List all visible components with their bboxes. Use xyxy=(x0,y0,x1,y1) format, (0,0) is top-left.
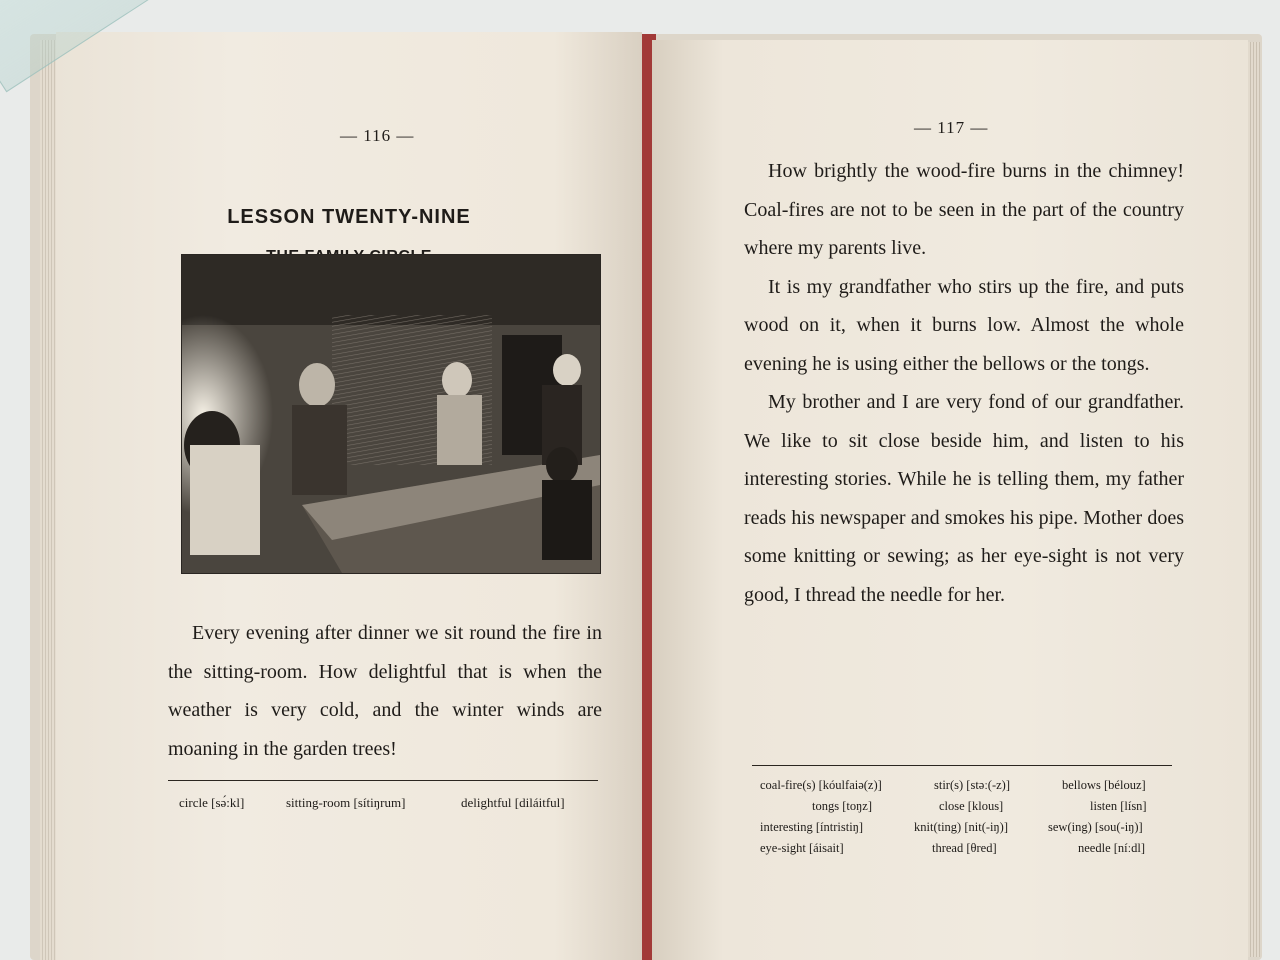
page-edges-right xyxy=(1248,42,1260,957)
glossary-item: knit(ting) [nit(-iŋ)] xyxy=(914,820,1009,834)
glossary xyxy=(752,775,1172,859)
glossary-item: stir(s) [stəː(-z)] xyxy=(934,778,1011,792)
glossary-item: eye-sight [áisait] xyxy=(760,841,844,855)
paragraph: It is my grandfather who stirs up the fire, and puts wood on it, when it burns low. Almost the whole evening he is using either the bellows or the tongs. xyxy=(744,275,1184,375)
story-text xyxy=(744,152,1184,614)
paragraph: My brother and I are very fond of our grandfather. We like to sit close beside him, and listen to his interesting stories. While he is telling them, my father reads his newspaper and smokes his pipe. Mother does some knitting or sewing; as her eye-sight is not very good, I thread the needle for her. xyxy=(744,391,1184,606)
glossary-item: circle [sə́:kl] xyxy=(179,795,245,810)
paragraph: How brightly the wood-fire burns in the chimney! Coal-fires are not to be seen in the part of the country where my parents live. xyxy=(744,160,1184,259)
glossary-item: sitting-room [sítiŋrum] xyxy=(286,795,406,810)
glossary-item: tongs [toŋz] xyxy=(812,799,872,813)
lesson-title: LESSON TWENTY-NINE xyxy=(227,206,471,228)
right-page xyxy=(652,40,1248,960)
divider xyxy=(752,765,1172,766)
glossary-item: thread [θred] xyxy=(932,841,997,855)
glossary-item: coal-fire(s) [kóulfaiə(z)] xyxy=(760,778,882,792)
glossary-item: interesting [íntristiŋ] xyxy=(760,820,864,834)
page-number: — 116 — xyxy=(340,126,415,145)
family-circle-illustration xyxy=(181,254,601,574)
glossary-item: bellows [bélouz] xyxy=(1062,778,1146,792)
left-page xyxy=(56,32,642,960)
glossary-item: sew(ing) [sou(-iŋ)] xyxy=(1048,820,1143,834)
glossary-item: delightful [diláitful] xyxy=(461,795,565,810)
divider xyxy=(168,780,598,781)
glossary-item: listen [lísn] xyxy=(1090,799,1147,813)
glossary-item: close [klous] xyxy=(939,799,1004,813)
glossary-item: needle [níːdl] xyxy=(1078,841,1145,855)
page-number: — 117 — xyxy=(914,118,989,137)
lesson-paragraph: Every evening after dinner we sit round the fire in the sitting-room. How delightful that is when the weather is very cold, and the winter winds are moaning in the garden trees! xyxy=(168,622,602,760)
